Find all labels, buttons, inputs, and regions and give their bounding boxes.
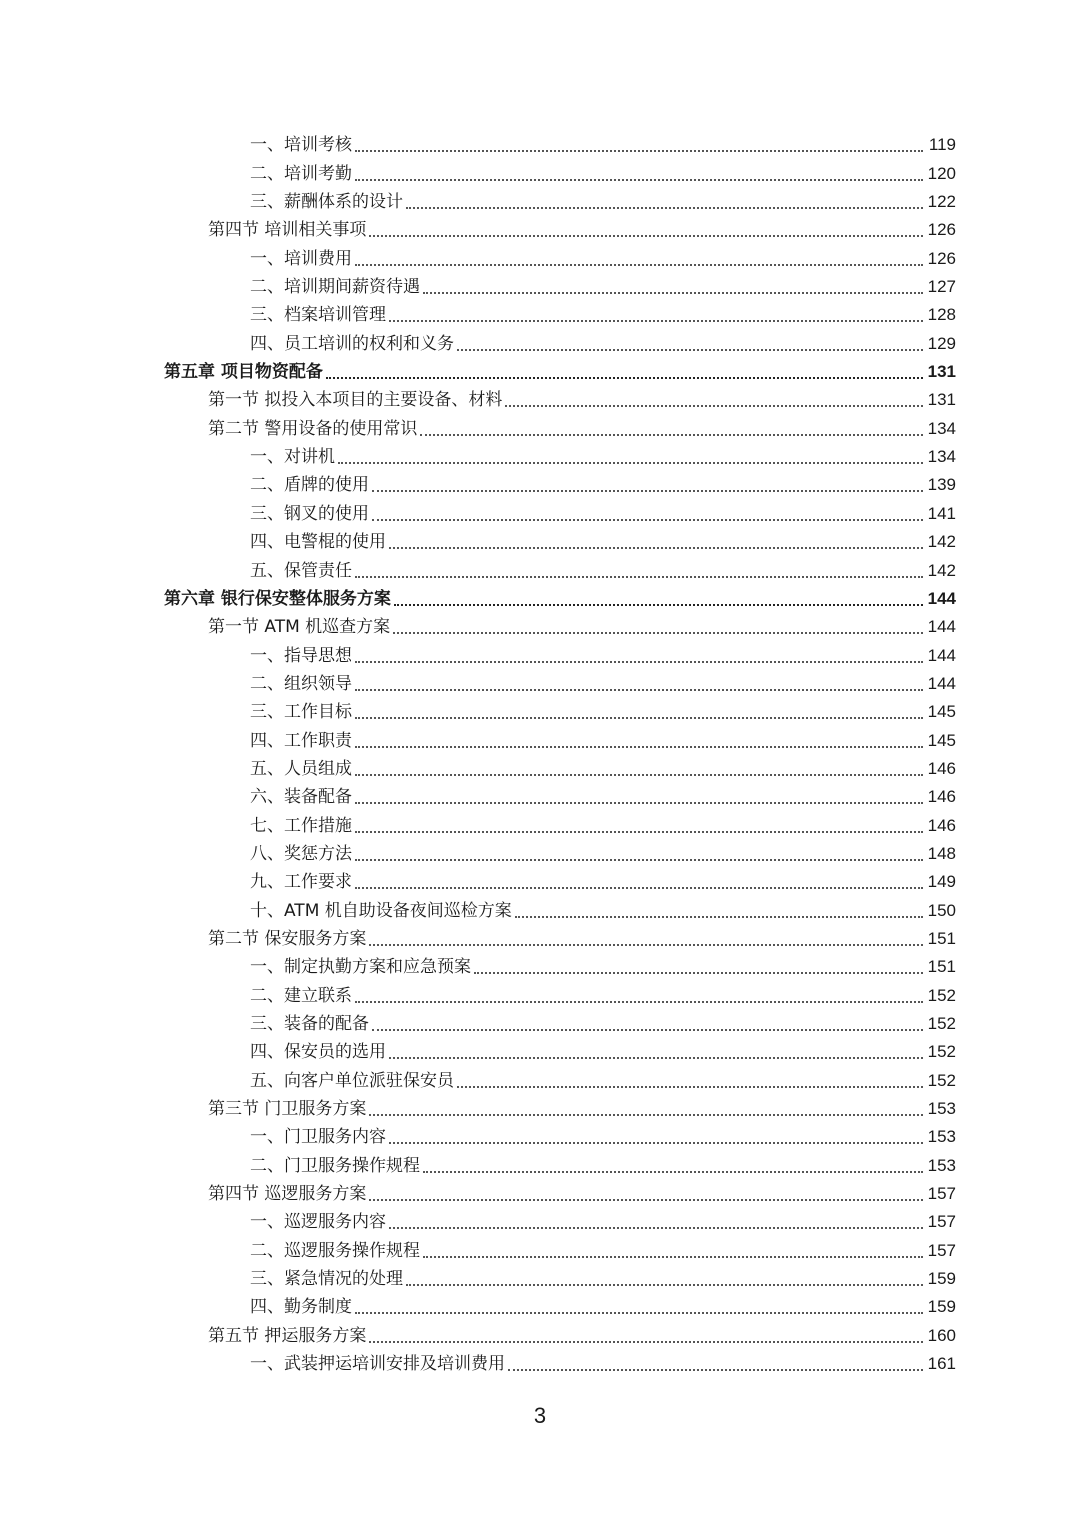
dot-leader — [389, 1227, 923, 1229]
toc-entry-page: 157 — [927, 1240, 956, 1260]
dot-leader — [355, 1001, 923, 1003]
toc-entry-page: 157 — [927, 1184, 956, 1204]
toc-entry-page: 139 — [927, 475, 956, 495]
dot-leader — [355, 576, 923, 578]
toc-entry-page: 131 — [927, 390, 956, 410]
toc-subsection-entry[interactable] — [164, 499, 956, 527]
dot-leader — [355, 661, 923, 663]
toc-subsection-entry[interactable] — [164, 1038, 956, 1066]
toc-subsection-entry[interactable] — [164, 273, 956, 301]
toc-entry-title: 第四节 巡逻服务方案 — [208, 1184, 367, 1205]
dot-leader — [423, 1256, 923, 1258]
toc-subsection-entry[interactable] — [164, 981, 956, 1009]
dot-leader — [355, 1312, 923, 1314]
dot-leader — [369, 1114, 923, 1116]
toc-entry-page: 152 — [927, 1014, 956, 1033]
toc-entry-title: 二、巡逻服务操作规程 — [250, 1240, 420, 1261]
toc-section-entry[interactable] — [164, 925, 956, 953]
toc-section-entry[interactable] — [164, 1321, 956, 1349]
dot-leader — [508, 1369, 923, 1371]
toc-entry-title: 十、ATM 机自助设备夜间巡检方案 — [250, 900, 512, 921]
toc-entry-title: 一、制定执勤方案和应急预案 — [250, 957, 471, 978]
toc-subsection-entry[interactable] — [164, 301, 956, 329]
toc-entry-title: 九、工作要求 — [250, 872, 352, 893]
toc-section-entry[interactable] — [164, 216, 956, 244]
dot-leader — [389, 1057, 923, 1059]
toc-entry-title: 三、钢叉的使用 — [250, 503, 369, 524]
dot-leader — [372, 490, 923, 492]
dot-leader — [355, 717, 923, 719]
dot-leader — [355, 150, 923, 152]
toc-entry-page: 122 — [927, 192, 956, 212]
toc-entry-page: 141 — [927, 503, 956, 523]
toc-entry-page: 145 — [927, 730, 956, 750]
toc-entry-page: 151 — [927, 957, 956, 977]
toc-subsection-entry[interactable] — [164, 1236, 956, 1264]
toc-entry-title: 第四节 培训相关事项 — [208, 220, 367, 241]
toc-subsection-entry[interactable] — [164, 1010, 956, 1038]
toc-entry-title: 二、培训考勤 — [250, 163, 352, 184]
dot-leader — [423, 1171, 923, 1173]
toc-entry-page: 152 — [927, 985, 956, 1005]
toc-entry-page: 144 — [927, 645, 956, 665]
dot-leader — [515, 916, 923, 918]
toc-entry-title: 五、向客户单位派驻保安员 — [250, 1070, 454, 1091]
toc-subsection-entry[interactable] — [164, 953, 956, 981]
toc-entry-page: 127 — [927, 277, 956, 297]
toc-subsection-entry[interactable] — [164, 188, 956, 216]
toc-entry-title: 四、员工培训的权利和义务 — [250, 333, 454, 354]
dot-leader — [457, 349, 923, 351]
toc-subsection-entry[interactable] — [164, 528, 956, 556]
toc-entry-title: 第二节 警用设备的使用常识 — [208, 418, 418, 439]
dot-leader — [406, 207, 923, 209]
toc-entry-page: 152 — [927, 1070, 956, 1090]
dot-leader — [355, 802, 923, 804]
toc-entry-title: 六、装备配备 — [250, 787, 352, 808]
toc-entry-page: 151 — [927, 928, 956, 948]
toc-entry-page: 134 — [927, 418, 956, 438]
toc-subsection-entry[interactable] — [164, 783, 956, 811]
toc-entry-page: 146 — [927, 815, 956, 835]
toc-entry-title: 七、工作措施 — [250, 815, 352, 836]
toc-subsection-entry[interactable] — [164, 1293, 956, 1321]
toc-entry-page: 150 — [927, 900, 956, 920]
toc-entry-title: 第二节 保安服务方案 — [208, 928, 367, 949]
toc-entry-title: 一、培训费用 — [250, 248, 352, 269]
toc-subsection-entry[interactable] — [164, 670, 956, 698]
toc-entry-title: 四、电警棍的使用 — [250, 532, 386, 553]
dot-leader — [389, 1142, 923, 1144]
toc-entry-page: 149 — [927, 872, 956, 892]
toc-entry-title: 一、培训考核 — [250, 135, 352, 156]
toc-subsection-entry[interactable] — [164, 244, 956, 272]
toc-entry-page: 142 — [927, 560, 956, 580]
toc-entry-page: 159 — [927, 1269, 956, 1289]
dot-leader — [355, 689, 923, 691]
toc-entry-title: 三、档案培训管理 — [250, 305, 386, 326]
dot-leader — [420, 434, 923, 436]
dot-leader — [355, 831, 923, 833]
toc-entry-page: 161 — [927, 1354, 956, 1374]
toc-entry-title: 二、门卫服务操作规程 — [250, 1155, 420, 1176]
dot-leader — [394, 604, 923, 606]
toc-entry-title: 二、培训期间薪资待遇 — [250, 277, 420, 298]
dot-leader — [369, 1341, 923, 1343]
dot-leader — [355, 774, 923, 776]
toc-entry-page: 153 — [927, 1127, 956, 1147]
toc-entry-page: 152 — [927, 1042, 956, 1062]
toc-subsection-entry[interactable] — [164, 811, 956, 839]
toc-entry-page: 134 — [927, 447, 956, 467]
dot-leader — [326, 377, 923, 379]
toc-entry-page: 153 — [927, 1155, 956, 1175]
toc-entry-page: 159 — [927, 1297, 956, 1317]
toc-entry-title: 一、巡逻服务内容 — [250, 1212, 386, 1233]
toc-entry-page: 148 — [927, 843, 956, 863]
toc-entry-title: 二、组织领导 — [250, 673, 352, 694]
toc-entry-title: 一、对讲机 — [250, 447, 335, 468]
toc-entry-title: 第一节 ATM 机巡查方案 — [208, 617, 391, 638]
toc-subsection-entry[interactable] — [164, 1123, 956, 1151]
toc-entry-title: 三、工作目标 — [250, 702, 352, 723]
toc-entry-page: 126 — [927, 220, 956, 240]
toc-subsection-entry[interactable] — [164, 556, 956, 584]
dot-leader — [355, 179, 923, 181]
toc-section-entry[interactable] — [164, 1180, 956, 1208]
toc-subsection-entry[interactable] — [164, 698, 956, 726]
toc-entry-title: 二、建立联系 — [250, 985, 352, 1006]
toc-entry-title: 八、奖惩方法 — [250, 843, 352, 864]
toc-entry-page: 144 — [927, 588, 956, 608]
dot-leader — [389, 547, 923, 549]
toc-subsection-entry[interactable] — [164, 868, 956, 896]
toc-subsection-entry[interactable] — [164, 159, 956, 187]
dot-leader — [389, 320, 923, 322]
toc-subsection-entry[interactable] — [164, 1350, 956, 1378]
dot-leader — [338, 462, 923, 464]
toc-entry-page: 146 — [927, 787, 956, 807]
dot-leader — [457, 1086, 923, 1088]
toc-entry-page: 145 — [927, 702, 956, 722]
toc-subsection-entry[interactable] — [164, 1265, 956, 1293]
toc-subsection-entry[interactable] — [164, 896, 956, 924]
dot-leader — [355, 887, 923, 889]
toc-entry-page: 157 — [927, 1212, 956, 1232]
toc-chapter-entry[interactable] — [164, 358, 956, 386]
toc-subsection-entry[interactable] — [164, 840, 956, 868]
dot-leader — [369, 1199, 923, 1201]
dot-leader — [406, 1284, 923, 1286]
dot-leader — [505, 405, 923, 407]
toc-entry-page: 129 — [927, 333, 956, 353]
toc-entry-page: 126 — [927, 248, 956, 268]
toc-subsection-entry[interactable] — [164, 1208, 956, 1236]
toc-chapter-entry[interactable] — [164, 585, 956, 613]
toc-subsection-entry[interactable] — [164, 329, 956, 357]
toc-entry-title: 一、武装押运培训安排及培训费用 — [250, 1354, 505, 1375]
toc-entry-title: 四、保安员的选用 — [250, 1042, 386, 1063]
toc-entry-title: 四、工作职责 — [250, 730, 352, 751]
toc-entry-page: 128 — [927, 305, 956, 325]
toc-entry-title: 五、人员组成 — [250, 758, 352, 779]
toc-entry-page: 131 — [927, 362, 956, 382]
toc-subsection-entry[interactable] — [164, 131, 956, 159]
toc-section-entry[interactable] — [164, 414, 956, 442]
toc-entry-page: 142 — [927, 532, 956, 552]
dot-leader — [355, 859, 923, 861]
toc-entry-title: 三、紧急情况的处理 — [250, 1269, 403, 1290]
toc-entry-title: 第五章 项目物资配备 — [164, 362, 323, 383]
dot-leader — [372, 519, 923, 521]
toc-entry-page: 119 — [928, 135, 956, 155]
dot-leader — [355, 264, 923, 266]
toc-subsection-entry[interactable] — [164, 755, 956, 783]
toc-entry-title: 四、勤务制度 — [250, 1297, 352, 1318]
toc-entry-page: 144 — [927, 617, 956, 637]
toc-entry-page: 120 — [927, 163, 956, 183]
toc-entry-title: 五、保管责任 — [250, 560, 352, 581]
toc-subsection-entry[interactable] — [164, 726, 956, 754]
toc-subsection-entry[interactable] — [164, 1066, 956, 1094]
toc-entry-page: 146 — [927, 758, 956, 778]
page-number: 3 — [533, 1403, 547, 1428]
dot-leader — [369, 944, 923, 946]
dot-leader — [355, 746, 923, 748]
toc-entry-title: 一、门卫服务内容 — [250, 1127, 386, 1148]
dot-leader — [372, 1029, 923, 1031]
dot-leader — [393, 632, 923, 634]
toc-section-entry[interactable] — [164, 386, 956, 414]
toc-subsection-entry[interactable] — [164, 1151, 956, 1179]
toc-entry-title: 一、指导思想 — [250, 645, 352, 666]
toc-subsection-entry[interactable] — [164, 471, 956, 499]
dot-leader — [474, 972, 923, 974]
toc-entry-title: 第三节 门卫服务方案 — [208, 1099, 367, 1120]
toc-section-entry[interactable] — [164, 1095, 956, 1123]
toc-entry-page: 153 — [927, 1099, 956, 1119]
toc-entry-title: 三、薪酬体系的设计 — [250, 192, 403, 213]
toc-entry-page: 160 — [927, 1325, 956, 1345]
table-of-contents — [164, 131, 956, 1378]
toc-entry-title: 第五节 押运服务方案 — [208, 1325, 367, 1346]
dot-leader — [423, 292, 923, 294]
toc-entry-title: 二、盾牌的使用 — [250, 475, 369, 496]
toc-entry-title: 三、装备的配备 — [250, 1014, 369, 1034]
toc-entry-title: 第六章 银行保安整体服务方案 — [164, 588, 391, 609]
toc-section-entry[interactable] — [164, 613, 956, 641]
toc-subsection-entry[interactable] — [164, 641, 956, 669]
toc-entry-title: 第一节 拟投入本项目的主要设备、材料 — [208, 390, 503, 411]
toc-entry-page: 144 — [927, 673, 956, 693]
dot-leader — [369, 235, 923, 237]
toc-subsection-entry[interactable] — [164, 443, 956, 471]
